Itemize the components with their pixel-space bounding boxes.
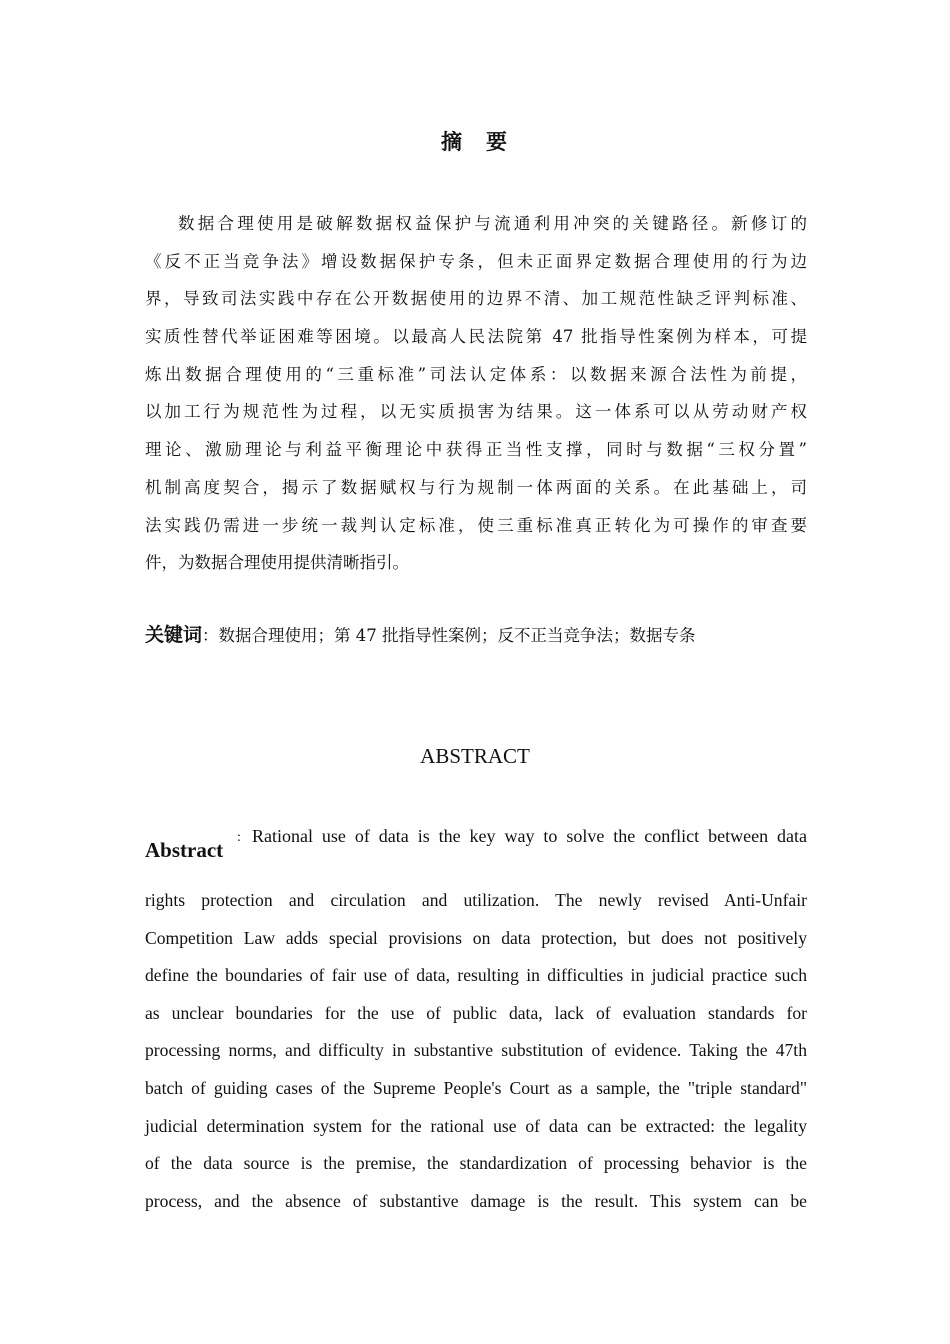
keywords-line (145, 619, 825, 652)
abstract-label: Abstract (145, 838, 224, 862)
chinese-abstract-line: 炼出数据合理使用的“三重标准”司法认定体系：以数据来源合法性为前提， (145, 364, 807, 384)
english-abstract-line: processing norms, and difficulty in substantive substitution of evidence. Taking the 47th (145, 1040, 807, 1061)
english-abstract-line: Rational use of data is the key way to solve the conflict between data (252, 826, 807, 846)
keywords-label: 关键词 (145, 624, 203, 646)
chinese-abstract-line: 数据合理使用是破解数据权益保护与流通利用冲突的关键路径。新修订的 (178, 214, 807, 233)
chinese-abstract-line: 《反不正当竞争法》增设数据保护专条，但未正面界定数据合理使用的行为边 (145, 251, 807, 271)
english-abstract-line: as unclear boundaries for the use of public data, lack of evaluation standards for (145, 1002, 807, 1023)
keywords-text: 数据合理使用；第 47 批指导性案例；反不正当竞争法；数据专条 (218, 626, 696, 645)
english-abstract-body (145, 882, 807, 1220)
chinese-abstract-title (0, 126, 950, 156)
chinese-abstract-line: 理论、激励理论与利益平衡理论中获得正当性支撑，同时与数据“三权分置” (145, 440, 807, 460)
english-abstract-line: rights protection and circulation and utilization. The newly revised Anti-Unfair (145, 890, 807, 910)
chinese-abstract-body (145, 205, 807, 582)
chinese-abstract-line: 以加工行为规范性为过程，以无实质损害为结果。这一体系可以从劳动财产权 (145, 402, 807, 422)
chinese-abstract-line: 机制高度契合，揭示了数据赋权与行为规制一体两面的关系。在此基础上，司 (145, 477, 807, 497)
chinese-abstract-line: 件，为数据合理使用提供清晰指引。 (145, 553, 409, 573)
english-abstract-line: define the boundaries of fair use of data, resulting in difficulties in judicial practice such (145, 965, 807, 986)
chinese-abstract-line: 实质性替代举证困难等困境。以最高人民法院第 47 批指导性案例为样本，可提 (145, 327, 807, 347)
title-char-1: 摘 (441, 130, 464, 154)
keywords-colon: ： (202, 626, 219, 645)
english-abstract-line: Competition Law adds special provisions on data protection, but does not positively (145, 927, 807, 948)
chinese-abstract-line: 界，导致司法实践中存在公开数据使用的边界不清、加工规范性缺乏评判标准、 (145, 289, 807, 309)
english-abstract-first-line (145, 822, 807, 872)
title-char-2: 要 (486, 130, 509, 154)
english-abstract-line: judicial determination system for the rational use of data can be extracted: the legality (145, 1115, 807, 1136)
english-abstract-title: ABSTRACT (420, 744, 530, 768)
english-abstract-line: of the data source is the premise, the standardization of processing behavior is the (145, 1153, 807, 1174)
english-abstract-line: process, and the absence of substantive damage is the result. This system can be (145, 1190, 807, 1211)
english-abstract-line: batch of guiding cases of the Supreme People's Court as a sample, the "triple standard" (145, 1077, 807, 1098)
chinese-abstract-line: 法实践仍需进一步统一裁判认定标准，使三重标准真正转化为可操作的审查要 (145, 515, 807, 535)
abstract-colon: : (237, 830, 241, 845)
